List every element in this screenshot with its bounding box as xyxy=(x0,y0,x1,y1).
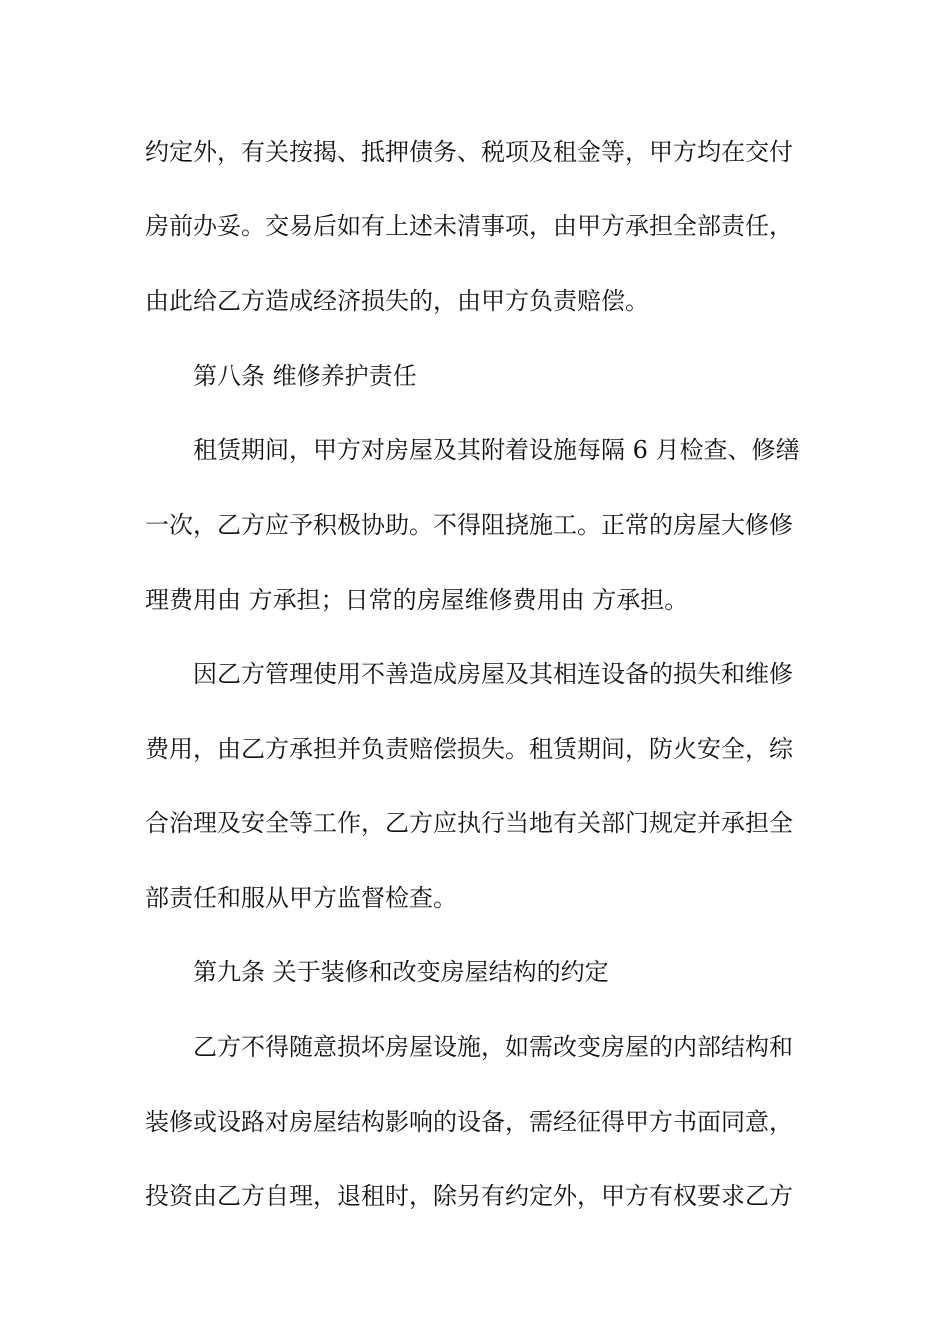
text-line: 约定外，有关按揭、抵押债务、税项及租金等，甲方均在交付 xyxy=(145,138,793,166)
text-line: 理费用由 方承担；日常的房屋维修费用由 方承担。 xyxy=(145,586,689,614)
text-line: 由此给乙方造成经济损失的，由甲方负责赔偿。 xyxy=(145,287,649,315)
section-heading: 第八条 维修养护责任 xyxy=(193,362,417,390)
text-line: 一次，乙方应予积极协助。不得阻挠施工。正常的房屋大修修 xyxy=(145,511,793,539)
text-line: 费用，由乙方承担并负责赔偿损失。租赁期间，防火安全，综 xyxy=(145,735,793,763)
text-line: 装修或设路对房屋结构影响的设备，需经征得甲方书面同意， xyxy=(145,1108,793,1136)
text-line: 投资由乙方自理，退租时，除另有约定外，甲方有权要求乙方 xyxy=(145,1182,793,1210)
text-line: 合治理及安全等工作，乙方应执行当地有关部门规定并承担全 xyxy=(145,809,793,837)
section-heading: 第九条 关于装修和改变房屋结构的约定 xyxy=(193,958,609,986)
text-line: 租赁期间，甲方对房屋及其附着设施每隔 6 月检查、修缮 xyxy=(193,436,800,464)
text-line: 部责任和服从甲方监督检查。 xyxy=(145,884,457,912)
text-line: 乙方不得随意损坏房屋设施，如需改变房屋的内部结构和 xyxy=(193,1033,793,1061)
text-line: 因乙方管理使用不善造成房屋及其相连设备的损失和维修 xyxy=(193,660,793,688)
text-line: 房前办妥。交易后如有上述未清事项，由甲方承担全部责任， xyxy=(145,212,793,240)
